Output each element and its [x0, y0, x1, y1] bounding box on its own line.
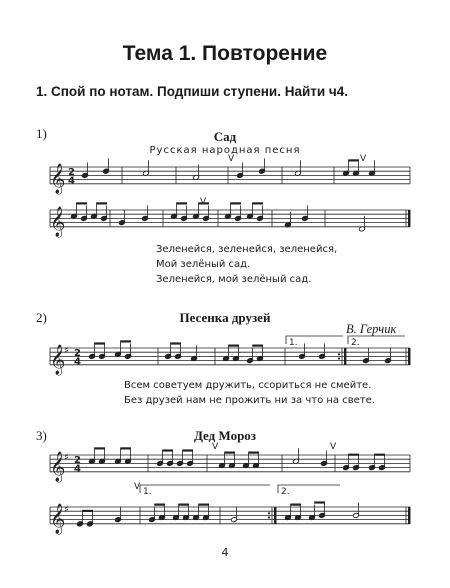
breath-mark: V — [212, 442, 219, 452]
time-signature-top: 2 — [68, 166, 75, 178]
note-beam — [230, 202, 241, 204]
note-beam — [120, 340, 131, 342]
note-beam — [314, 501, 325, 503]
song-1-number: 1) — [36, 126, 47, 141]
song-3-number: 3) — [36, 428, 47, 443]
treble-clef-icon: 𝄞 — [50, 206, 66, 237]
breath-mark: V — [228, 154, 235, 164]
volta-label: 1. — [143, 487, 152, 497]
note-beam — [94, 342, 105, 344]
time-signature-bottom: 4 — [74, 463, 81, 475]
sharp-icon: ♯ — [64, 504, 69, 516]
note-beam — [96, 202, 107, 204]
note-beam — [374, 454, 385, 456]
note-beam — [94, 447, 105, 449]
note-beam — [228, 345, 239, 347]
final-barline — [408, 348, 410, 365]
page-title: Тема 1. Повторение — [122, 42, 328, 65]
volta-label: 1. — [289, 338, 298, 348]
treble-clef-icon: 𝄞 — [50, 344, 66, 375]
sharp-icon: ♯ — [64, 345, 69, 357]
repeat-barline — [274, 507, 276, 524]
page-number: 4 — [221, 546, 229, 559]
repeat-barline — [344, 348, 346, 365]
repeat-dot — [338, 353, 340, 355]
lyric-line: Зеленейся, мой зелёный сад. — [156, 274, 312, 285]
volta-label: 2. — [281, 487, 290, 497]
treble-clef-icon: 𝄞 — [50, 163, 66, 194]
breath-mark: V — [360, 154, 367, 164]
note-beam — [120, 447, 131, 449]
task-instruction: 1. Спой по нотам. Подпиши ступени. Найти ч4. — [36, 84, 349, 99]
song-2-title: Песенка друзей — [179, 310, 271, 325]
note-beam — [198, 504, 209, 506]
lyric-line: Зеленейся, зеленейся, зеленейся, — [156, 244, 338, 255]
note-beam — [248, 452, 259, 454]
note-beam — [176, 202, 187, 204]
sharp-icon: ♯ — [64, 452, 69, 464]
breath-mark: V — [200, 197, 207, 207]
note-beam — [178, 504, 189, 506]
final-barline — [408, 507, 410, 524]
song-2-composer: В. Герчик — [346, 322, 397, 336]
note-beam — [170, 342, 181, 344]
repeat-dot — [268, 512, 270, 514]
time-signature-top: 2 — [74, 347, 81, 359]
note-beam — [224, 452, 235, 454]
note-beam — [76, 202, 87, 204]
time-signature-top: 2 — [74, 454, 81, 466]
time-signature-bottom: 4 — [68, 175, 75, 187]
treble-clef-icon: 𝄞 — [50, 503, 66, 534]
time-signature-bottom: 4 — [74, 356, 81, 368]
song-3-title: Дед Мороз — [193, 428, 257, 443]
final-barline — [408, 210, 410, 227]
repeat-dot — [338, 357, 340, 359]
note-beam — [252, 345, 263, 347]
lyric-line: Мой зелёный сад. — [156, 259, 251, 270]
note-beam — [348, 159, 359, 161]
volta-label: 2. — [351, 338, 360, 348]
note-beam — [348, 454, 359, 456]
note-beam — [162, 449, 173, 451]
repeat-dot — [268, 516, 270, 518]
breath-mark: V — [134, 482, 141, 492]
note-beam — [290, 504, 301, 506]
song-1-subtitle: Русская народная песня — [149, 145, 301, 156]
note-beam — [182, 449, 193, 451]
lyric-line: Всем советуем дружить, ссориться не смейте. — [124, 380, 372, 391]
volta-bracket — [140, 485, 270, 493]
song-2-number: 2) — [36, 310, 47, 325]
note-beam — [252, 202, 263, 204]
treble-clef-icon: 𝄞 — [50, 451, 66, 482]
lyric-line: Без друзей нам не прожить ни за что на свете. — [124, 395, 375, 406]
note-beam — [82, 510, 93, 512]
breath-mark: V — [330, 442, 337, 452]
note-beam — [154, 504, 165, 506]
song-1-title: Сад — [213, 129, 237, 144]
